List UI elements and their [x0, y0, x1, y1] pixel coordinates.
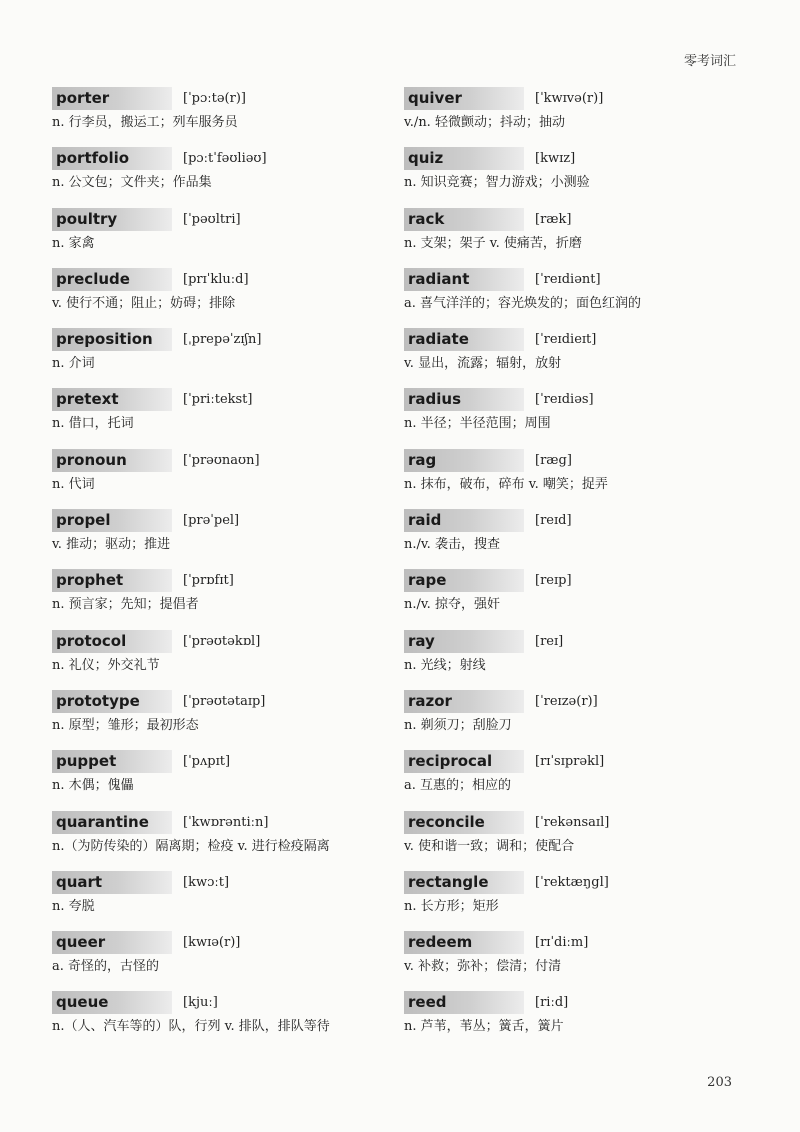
- headword: queer: [52, 931, 172, 954]
- vocab-entry: [404, 568, 734, 628]
- phonetic: [kwɪə(r)]: [183, 935, 241, 951]
- vocab-entry: [52, 146, 382, 206]
- headword: protocol: [52, 630, 172, 653]
- definition: n. 家禽: [52, 235, 95, 251]
- phonetic: [kwɪz]: [535, 151, 576, 167]
- headword: rape: [404, 569, 524, 592]
- vocab-entry: [52, 930, 382, 990]
- phonetic: [ˈrektæŋgl]: [535, 874, 609, 890]
- vocab-entry: [404, 629, 734, 689]
- phonetic: [prɪˈkluːd]: [183, 271, 249, 287]
- headword: prototype: [52, 690, 172, 713]
- headword: reciprocal: [404, 750, 524, 773]
- vocab-entry: [404, 508, 734, 568]
- definition: v. 推动；驱动；推进: [52, 537, 171, 553]
- vocab-entry: [404, 749, 734, 809]
- vocab-entry: [404, 327, 734, 387]
- phonetic: [ˈpɔːtə(r)]: [183, 91, 246, 106]
- phonetic: [ræg]: [535, 452, 572, 468]
- vocab-entry: [404, 448, 734, 508]
- vocab-entry: [52, 508, 382, 568]
- phonetic: [kjuː]: [183, 995, 218, 1011]
- headword: preclude: [52, 268, 172, 291]
- definition: n./v. 袭击，搜查: [404, 537, 500, 553]
- phonetic: [ˈreɪdiənt]: [535, 271, 601, 287]
- definition: v. 显出，流露；辐射，放射: [404, 356, 562, 372]
- vocab-entry: [52, 749, 382, 809]
- vocab-entry: [52, 568, 382, 628]
- definition: n. 剃须刀；刮脸刀: [404, 717, 512, 733]
- vocab-entry: [404, 146, 734, 206]
- definition: n. 知识竞赛；智力游戏；小测验: [404, 175, 590, 191]
- headword: puppet: [52, 750, 172, 773]
- definition: n. 礼仪；外交礼节: [52, 657, 160, 673]
- headword: rack: [404, 208, 524, 231]
- headword: ray: [404, 630, 524, 653]
- phonetic: [rɪˈsɪprəkl]: [535, 754, 605, 770]
- vocab-entry: [52, 870, 382, 930]
- vocab-entry: [52, 689, 382, 749]
- definition: n. 行李员，搬运工；列车服务员: [52, 115, 238, 130]
- phonetic: [riːd]: [535, 995, 569, 1011]
- phonetic: [ˈprɒfɪt]: [183, 573, 234, 589]
- phonetic: [ˈrekənsaɪl]: [535, 814, 610, 830]
- definition: n. 芦苇，苇丛；簧舌，簧片: [404, 1019, 564, 1035]
- phonetic: [reɪd]: [535, 513, 572, 529]
- phonetic: [ˈreɪdiəs]: [535, 392, 594, 408]
- definition: n. 支架；架子 v. 使痛苦，折磨: [404, 235, 582, 251]
- page-number: 203: [707, 1075, 732, 1090]
- vocab-entry: [52, 267, 382, 327]
- vocab-entry: [52, 629, 382, 689]
- definition: n. 借口，托词: [52, 416, 134, 432]
- phonetic: [ˈreɪzə(r)]: [535, 693, 598, 709]
- phonetic: [ˈkwɪvə(r)]: [535, 91, 604, 106]
- definition: n.（为防传染的）隔离期；检疫 v. 进行检疫隔离: [52, 838, 330, 854]
- right-column: [404, 86, 734, 1051]
- headword: prophet: [52, 569, 172, 592]
- running-header: 零考词汇: [683, 54, 736, 69]
- definition: n. 原型；雏形；最初形态: [52, 717, 199, 733]
- definition: v./n. 轻微颤动；抖动；抽动: [404, 115, 565, 130]
- headword: reconcile: [404, 811, 524, 834]
- phonetic: [ˈprəʊtətaɪp]: [183, 693, 266, 709]
- left-column: [52, 86, 382, 1051]
- headword: rectangle: [404, 871, 524, 894]
- headword: preposition: [52, 328, 172, 351]
- definition: a. 互惠的；相应的: [404, 778, 512, 794]
- vocab-entry: [52, 327, 382, 387]
- vocab-entry: [52, 387, 382, 447]
- vocab-entry: [404, 387, 734, 447]
- phonetic: [ræk]: [535, 211, 572, 227]
- headword: queue: [52, 991, 172, 1014]
- headword: pretext: [52, 388, 172, 411]
- phonetic: [ˈpəʊltri]: [183, 211, 241, 227]
- vocab-entry: [52, 810, 382, 870]
- definition: n./v. 掠夺，强奸: [404, 597, 500, 613]
- vocab-entry: [404, 990, 734, 1050]
- definition: v. 使行不通；阻止；妨碍；排除: [52, 295, 236, 311]
- definition: n. 预言家；先知；提倡者: [52, 597, 199, 613]
- vocab-entry: [404, 810, 734, 870]
- headword: razor: [404, 690, 524, 713]
- vocab-entry: [52, 86, 382, 146]
- vocab-entry: [404, 689, 734, 749]
- headword: rag: [404, 449, 524, 472]
- phonetic: [ˈreɪdieɪt]: [535, 332, 597, 348]
- headword: raid: [404, 509, 524, 532]
- definition: a. 喜气洋洋的；容光焕发的；面色红润的: [404, 295, 642, 311]
- definition: a. 奇怪的，古怪的: [52, 959, 160, 975]
- phonetic: [ˌprepəˈzɪʃn]: [183, 332, 262, 348]
- headword: quiver: [404, 87, 524, 110]
- phonetic: [kwɔːt]: [183, 874, 230, 890]
- headword: quart: [52, 871, 172, 894]
- headword: porter: [52, 87, 172, 110]
- phonetic: [ˈpʌpɪt]: [183, 754, 231, 770]
- vocab-entry: [404, 930, 734, 990]
- definition: n.（人、汽车等的）队，行列 v. 排队，排队等待: [52, 1019, 330, 1035]
- vocab-entry: [52, 448, 382, 508]
- definition: n. 代词: [52, 476, 95, 492]
- phonetic: [ˈprəʊtəkɒl]: [183, 633, 261, 649]
- phonetic: [rɪˈdiːm]: [535, 935, 589, 951]
- headword: quarantine: [52, 811, 172, 834]
- phonetic: [ˈkwɒrəntiːn]: [183, 814, 269, 830]
- vocab-entry: [52, 990, 382, 1050]
- definition: n. 长方形；矩形: [404, 898, 499, 914]
- definition: n. 抹布，破布，碎布 v. 嘲笑；捉弄: [404, 476, 608, 492]
- vocab-entry: [404, 267, 734, 327]
- headword: portfolio: [52, 147, 172, 170]
- phonetic: [prəˈpel]: [183, 513, 240, 529]
- headword: reed: [404, 991, 524, 1014]
- phonetic: [pɔːtˈfəʊliəʊ]: [183, 151, 267, 167]
- headword: propel: [52, 509, 172, 532]
- headword: radiant: [404, 268, 524, 291]
- definition: n. 半径；半径范围；周围: [404, 416, 551, 432]
- phonetic: [reɪ]: [535, 633, 564, 649]
- definition: n. 介词: [52, 356, 95, 372]
- definition: n. 木偶；傀儡: [52, 778, 134, 794]
- vocab-entry: [404, 207, 734, 267]
- vocab-entry: [52, 207, 382, 267]
- headword: radiate: [404, 328, 524, 351]
- vocab-entry: [404, 86, 734, 146]
- definition: n. 公文包；文件夹；作品集: [52, 175, 212, 191]
- vocab-entry: [404, 870, 734, 930]
- phonetic: [ˈpriːtekst]: [183, 392, 253, 408]
- phonetic: [reɪp]: [535, 573, 572, 589]
- definition: v. 使和谐一致；调和；使配合: [404, 838, 575, 854]
- definition: v. 补救；弥补；偿清；付清: [404, 959, 562, 975]
- headword: radius: [404, 388, 524, 411]
- phonetic: [ˈprəʊnaʊn]: [183, 452, 260, 468]
- headword: pronoun: [52, 449, 172, 472]
- definition: n. 夸脱: [52, 898, 95, 914]
- headword: poultry: [52, 208, 172, 231]
- headword: redeem: [404, 931, 524, 954]
- definition: n. 光线；射线: [404, 657, 486, 673]
- headword: quiz: [404, 147, 524, 170]
